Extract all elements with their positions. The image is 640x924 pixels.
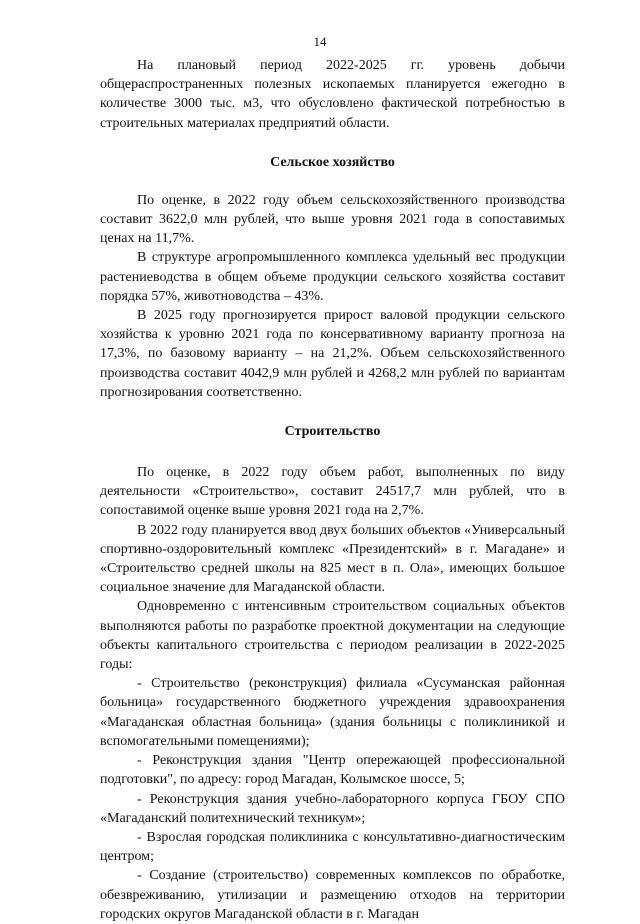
page-number: 14 (313, 34, 327, 49)
list-item-susuman-hospital: - Строительство (реконструкция) филиала «Сусуманская районная больница» государственного бюджетного учреждения здравоохранения «Магаданская областная больница» (здания больницы с поликлиникой и вспомогательными помещениями); (100, 676, 565, 749)
document-body (100, 56, 565, 924)
heading-construction: Строительство (284, 424, 381, 440)
heading-agriculture: Сельское хозяйство (270, 154, 395, 170)
list-item-polyclinic: - Взрослая городская поликлиника с консультативно-диагностическим центром; (100, 829, 565, 865)
paragraph-agriculture-1: По оценке, в 2022 году объем сельскохозяйственного производства составит 3622,0 млн рублей, что выше уровня 2021 года в сопоставимых ценах на 11,7%. (100, 192, 565, 247)
paragraph-construction-3: Одновременно с интенсивным строительством социальных объектов выполняются работы по разработке проектной документации на следующие объекты капитального строительства с периодом реализации в 2022-2025 годы: (100, 599, 565, 673)
list-item-training-center: - Реконструкция здания "Центр опережающей профессиональной подготовки", по адресу: город Магадан, Колымское шоссе, 5; (100, 753, 565, 788)
list-item-polytechnic: - Реконструкция здания учебно-лабораторного корпуса ГБОУ СПО «Магаданский политехнический техникум»; (100, 791, 565, 826)
paragraph-construction-1: По оценке, в 2022 году объем работ, выполненных по виду деятельности «Строительство», составит 24517,7 млн рублей, что в сопоставимой оценке выше уровня 2021 года на 2,7%. (100, 465, 565, 519)
paragraph-mining: На плановый период 2022-2025 гг. уровень добычи общераспространенных полезных ископаемых планируется ежегодно в количестве 3000 тыс. м3, что обусловлено фактической потребностью в строительных материалах предприятий области. (100, 58, 565, 131)
paragraph-agriculture-3: В 2025 году прогнозируется прирост валовой продукции сельского хозяйства к уровню 2021 года по консервативному варианту прогноза на 17,3%, по базовому варианту – на 21,2%. Объем сельскохозяйственного производства составит 4042,9 млн рублей и 4268,2 млн рублей по вариантам прогнозирования соответственно. (100, 308, 565, 400)
paragraph-agriculture-2: В структуре агропромышленного комплекса удельный вес продукции растениеводства в общем объеме продукции сельского хозяйства составит порядка 57%, животноводства – 43%. (100, 250, 565, 304)
list-item-waste-complex: - Создание (строительство) современных комплексов по обработке, обезвреживанию, утилизации и размещению отходов на территории городских округов Магаданской области в г. Магадан (100, 868, 565, 922)
paragraph-construction-2: В 2022 году планируется ввод двух больших объектов «Универсальный спортивно-оздоровительный комплекс «Президентский» в г. Магадане» и «Строительство средней школы на 825 мест в п. Ола», имеющих большое социальное значение для Магаданской области. (100, 522, 565, 596)
